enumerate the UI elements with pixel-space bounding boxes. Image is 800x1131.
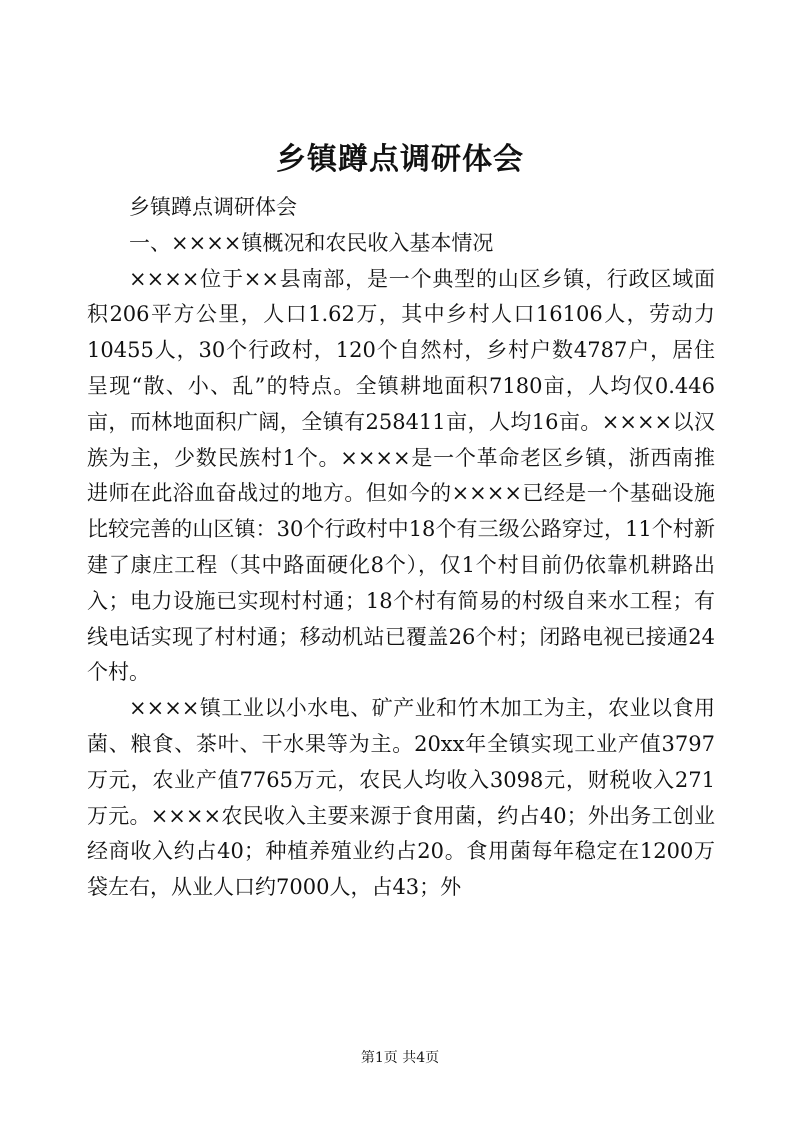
section-heading: 一、××××镇概况和农民收入基本情况 (129, 230, 494, 255)
subtitle-paragraph: 乡镇蹲点调研体会 (129, 195, 297, 219)
document-body (87, 190, 715, 906)
body-paragraph: ××××位于××县南部，是一个典型的山区乡镇，行政区域面积206平方公里，人口1.62万，其中乡村人口16106人，劳动力10455人，30个行政村，120个自然村，乡村户数4787户，居住呈现“散、小、乱”的特点。全镇耕地面积7180亩，人均仅0.446亩，而林地面积广阔，全镇有258411亩，人均16亩。××××以汉族为主，少数民族村1个。××××是一个革命老区乡镇，浙西南推进师在此浴血奋战过的地方。但如今的××××已经是一个基础设施比较完善的山区镇：30个行政村中18个有三级公路穿过，11个村新建了康庄工程（其中路面硬化8个），仅1个村目前仍依靠机耕路出入；电力设施已实现村村通；18个村有简易的村级自来水工程；有线电话实现了村村通；移动机站已覆盖26个村；闭路电视已接通24个村。 (87, 266, 715, 685)
document-title: 乡镇蹲点调研体会 (276, 142, 524, 177)
body-paragraph: ××××镇工业以小水电、矿产业和竹木加工为主，农业以食用菌、粮食、茶叶、干水果等为主。20xx年全镇实现工业产值3797万元，农业产值7765万元，农民人均收入3098元，财税收入271万元。××××农民收入主要来源于食用菌，约占40；外出务工创业经商收入约占40；种植养殖业约占20。食用菌每年稳定在1200万袋左右，从业人口约7000人，占43；外 (87, 696, 715, 900)
page-footer: 第1页 共4页 (360, 1050, 440, 1066)
